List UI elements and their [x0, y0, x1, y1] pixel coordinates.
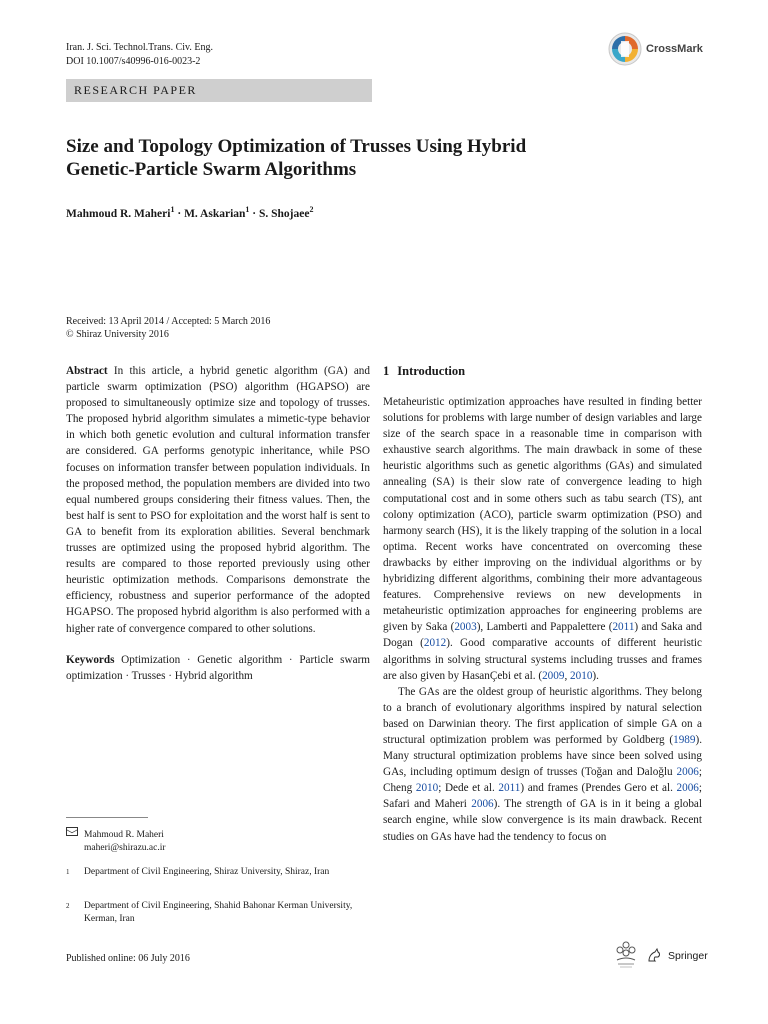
citation-link[interactable]: 2006 [676, 782, 699, 795]
affiliation-1 [66, 866, 366, 894]
paragraph-text: ; Safari and Maheri [383, 782, 702, 811]
doi[interactable]: DOI 10.1007/s40996-016-0023-2 [66, 56, 201, 67]
affiliation-number: 2 [66, 902, 70, 910]
journal-name: Iran. J. Sci. Technol.Trans. Civ. Eng. [66, 42, 213, 53]
publisher-logos [612, 938, 708, 970]
citation-link[interactable]: 2011 [498, 782, 521, 795]
introduction-paragraph-2 [383, 684, 702, 845]
crossmark-icon [608, 32, 642, 66]
paragraph-text: ), Lamberti and Pappalettere ( [476, 621, 613, 634]
paragraph-text: ). [592, 669, 599, 682]
affiliation-number: 1 [66, 868, 70, 876]
crossmark-label: CrossMark [646, 43, 703, 55]
author-3[interactable]: S. Shojaee [259, 207, 310, 220]
copyright: © Shiraz University 2016 [66, 329, 169, 340]
contact-name: Mahmoud R. Maheri [84, 830, 164, 840]
citation-link[interactable]: 2010 [415, 782, 439, 795]
keywords-label: Keywords [66, 653, 115, 666]
keywords [66, 652, 370, 684]
paragraph-text: Metaheuristic optimization approaches have resulted in finding better solutions for problems with large number of design variables and large size of the search space in a reasonable time in comparison with exhaustive search algorithms. The main drawback in some of these heuristic algorithms such as genetic algorithms (GAs) and simulated annealing (SA) is their slow rate of convergence leading to high computational cost and in some others such as tabu search (TS), ant colony optimization (ACO), particle swarm optimization (PSO) and harmony search (HS), it is the likely trapping of the solution in a local optima. Recent works have concentrated on overcoming these drawbacks by either improving on the individual algorithms or by hybridizing different algorithms, combining their more advantageous features. Comprehensive reviews on new developments in metaheuristic optimization approaches for engineering problems are given by Saka ( [383, 396, 702, 634]
paragraph-text: ). Many structural optimization problems have since been solved using GAs, including optimum design of trusses (Toğan and Daloğlu [383, 733, 702, 779]
abstract-label: Abstract [66, 365, 108, 377]
envelope-icon [66, 827, 78, 836]
citation-link[interactable]: 2006 [471, 798, 494, 811]
paragraph-text: ; Cheng [383, 766, 702, 795]
shiraz-university-logo [612, 938, 640, 970]
received-accepted: Received: 13 April 2014 / Accepted: 5 March 2016 [66, 316, 271, 327]
author-2-affiliation: 1 [245, 205, 250, 214]
paper-title [66, 135, 706, 181]
affiliation-text: Department of Civil Engineering, Shahid Bahonar Kerman University, Kerman, Iran [84, 901, 353, 924]
footnote-divider [66, 817, 148, 818]
section-title: Introduction [397, 364, 466, 378]
abstract [66, 363, 370, 637]
paragraph-text: ) and Saka and Dogan ( [383, 621, 702, 650]
author-separator: · [174, 207, 185, 220]
citation-link[interactable]: 1989 [673, 733, 696, 746]
author-3-affiliation: 2 [309, 205, 314, 214]
contact-email[interactable]: maheri@shirazu.ac.ir [84, 843, 166, 853]
abstract-column [66, 363, 370, 684]
crossmark-badge[interactable] [608, 32, 703, 66]
author-list [66, 205, 313, 220]
section-number: 1 [383, 364, 390, 378]
article-type-banner: RESEARCH PAPER [66, 79, 372, 102]
journal-info [66, 41, 213, 69]
paragraph-text: ; Dede et al. [438, 782, 499, 795]
paragraph-text: ). The strength of GA is in it being a global search engine, while slow convergence is its main drawback. Recent studies on GAs have had the tendency to focus on [383, 798, 702, 843]
keywords-text: Optimization · Genetic algorithm · Particle swarm optimization · Trusses · Hybrid algorithm [66, 653, 370, 682]
citation-link[interactable]: 2009 [542, 669, 565, 682]
article-history [66, 315, 270, 341]
published-date: Published online: 06 July 2016 [66, 953, 190, 964]
author-separator: · [249, 207, 259, 220]
author-2[interactable]: M. Askarian [184, 207, 246, 220]
paragraph-text: ). Good comparative accounts of different heuristic algorithms in solving structural systems including trusses and frames are also given by HasanÇebi et al. ( [383, 637, 702, 682]
springer-label: Springer [668, 950, 708, 962]
paragraph-text: ) and frames (Prendes Gero et al. [520, 782, 677, 795]
section-heading [383, 364, 465, 379]
citation-link[interactable]: 2006 [676, 766, 699, 779]
corresponding-author [66, 827, 166, 855]
introduction-paragraph-1 [383, 394, 702, 684]
affiliation-2 [66, 900, 366, 928]
paragraph-text: , [564, 669, 571, 682]
author-1-affiliation: 1 [170, 205, 175, 214]
abstract-text: In this article, a hybrid genetic algorithm (GA) and particle swarm optimization (PSO) algorithm (HGAPSO) are proposed to simultaneously optimize size and topology of trusses. The proposed hybrid algorithm simulates a mimetic-type behavior in which both genetic evolution and cultural information transfer are considered. GA performs genotypic inheritance, while PSO focuses on information transfer between population individuals. In the proposed method, the population members are divided into two equal numbered groups considering their fitness values. Then, the best half is sent to PSO for exploitation and the worst half is sent to GA to benefit from its exploration abilities. Several benchmark trusses are optimized using the proposed hybrid algorithm. The results are compared to those reported previously using other heuristic optimization methods. Comparisons demonstrate the efficiency, robustness and superior performance of the adopted HGAPSO. The proposed hybrid algorithm is also performed with a higher rate of convergence compared to other solutions. [66, 365, 370, 635]
affiliation-text: Department of Civil Engineering, Shiraz University, Shiraz, Iran [84, 867, 330, 877]
citation-link[interactable]: 2003 [454, 621, 477, 634]
author-1[interactable]: Mahmoud R. Maheri [66, 207, 171, 220]
title-line-2: Genetic-Particle Swarm Algorithms [66, 159, 357, 180]
citation-link[interactable]: 2012 [423, 637, 447, 650]
springer-horse-icon [646, 947, 662, 963]
citation-link[interactable]: 2010 [570, 669, 593, 682]
introduction-column [383, 394, 702, 845]
citation-link[interactable]: 2011 [612, 621, 635, 634]
paragraph-text: The GAs are the oldest group of heuristic algorithms. They belong to a branch of evolutionary algorithms inspired by natural selection based on Darwinian theory. The first application of simple GA on a structural optimization problem was performed by Goldberg ( [383, 685, 702, 746]
title-line-1: Size and Topology Optimization of Trusses Using Hybrid [66, 136, 527, 157]
